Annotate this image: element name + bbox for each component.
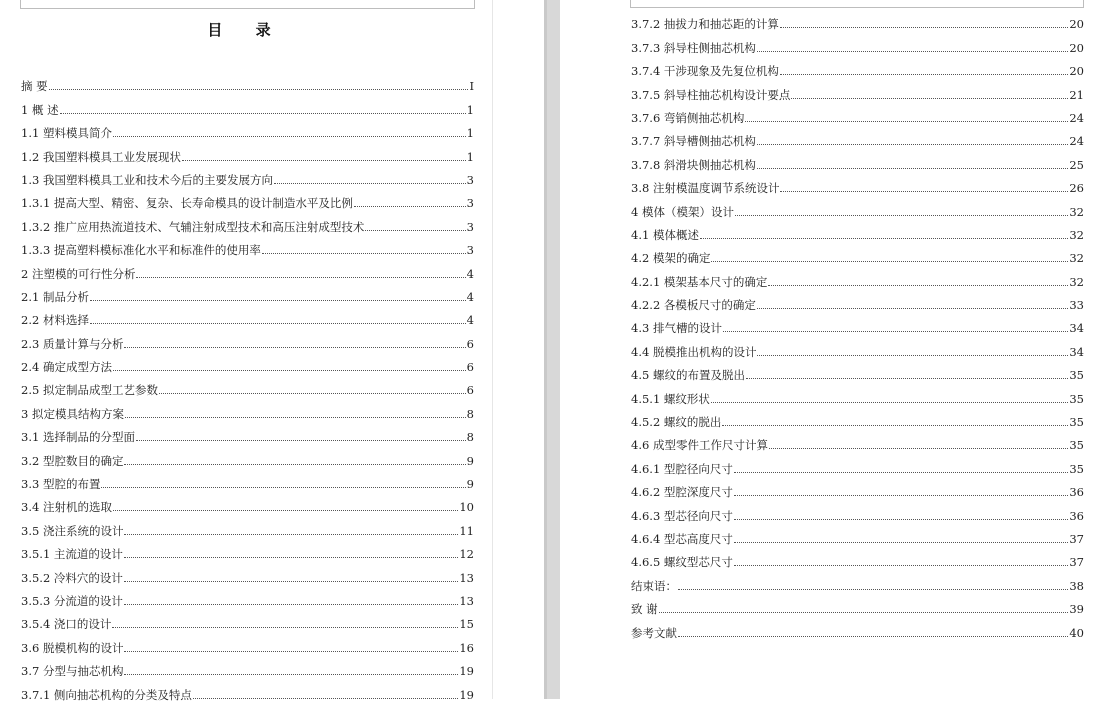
toc-page-number: 20 [1069,17,1084,32]
toc-entry[interactable] [21,234,474,257]
toc-page-number: 13 [459,570,474,585]
toc-page-number: 38 [1069,578,1084,593]
toc-entry-title: 1 概 述 [21,102,59,117]
toc-dot-leader [124,673,458,675]
toc-dot-leader [136,276,465,278]
toc-page-number: 12 [459,547,474,562]
toc-entry[interactable] [21,678,474,701]
toc-page-number: 6 [466,336,474,351]
toc-entry-title: 2.5 拟定制品成型工艺参数 [21,383,158,398]
toc-entry-title: 4.1 模体概述 [631,227,699,242]
toc-entry-title: 4.4 脱模推出机构的设计 [631,344,757,359]
toc-page-number: 10 [459,500,474,515]
toc-dot-leader [734,564,1068,566]
toc-entry[interactable] [21,93,474,116]
toc-dot-leader [780,73,1068,75]
toc-entry-title: 2.1 制品分析 [21,289,89,304]
toc-page-number: 1 [466,126,474,141]
toc-entry-title: 3.3 型腔的布置 [21,477,101,492]
page-header-frame [20,0,475,9]
toc-dot-leader [90,322,466,324]
toc-entry-title: 1.1 塑料模具简介 [21,126,112,141]
toc-page-number: 20 [1069,64,1084,79]
toc-entry[interactable] [631,289,1084,312]
toc-entry-title: 4.3 排气槽的设计 [631,321,722,336]
toc-entry[interactable] [21,70,474,93]
toc-page-number: 15 [459,617,474,632]
toc-entry[interactable] [631,148,1084,171]
toc-entry-title: 3.4 注射机的选取 [21,500,112,515]
toc-dot-leader [113,135,466,137]
page-header-frame [630,0,1084,8]
toc-entry-title: 4.6.3 型芯径向尺寸 [631,508,733,523]
toc-page-number: 35 [1069,415,1084,430]
toc-entry-title: 3.5.2 冷料穴的设计 [21,570,123,585]
toc-dot-leader [700,237,1068,239]
toc-entry-title: 1.2 我国塑料模具工业发展现状 [21,149,181,164]
toc-entry[interactable] [631,382,1084,405]
toc-page-number: 24 [1069,134,1084,149]
toc-dot-leader [768,284,1068,286]
toc-entry[interactable] [21,374,474,397]
toc-dot-leader [711,260,1068,262]
toc-entry[interactable] [21,421,474,444]
toc-page-number: 36 [1069,485,1084,500]
toc-dot-leader [182,159,466,161]
toc-entry-title: 3.6 脱模机构的设计 [21,640,124,655]
toc-page-number: 1 [466,102,474,117]
toc-page-number: 32 [1069,204,1084,219]
toc-entry[interactable] [631,359,1084,382]
toc-dot-leader [735,214,1068,216]
toc-page-number: I [469,79,474,94]
toc-entry[interactable] [631,8,1084,31]
toc-page-number: 34 [1069,321,1084,336]
toc-entry[interactable] [21,561,474,584]
toc-entry-title: 3.1 选择制品的分型面 [21,430,135,445]
toc-dot-leader [769,447,1068,449]
toc-page-number: 35 [1069,368,1084,383]
toc-entry[interactable] [631,31,1084,54]
toc-dot-leader [113,369,466,371]
page-edge-divider [492,0,493,699]
toc-page-number: 3 [466,243,474,258]
toc-page-number: 20 [1069,40,1084,55]
toc-dot-leader [112,626,458,628]
toc-entry[interactable] [21,655,474,678]
toc-entry-title: 2.4 确定成型方法 [21,360,112,375]
toc-entry[interactable] [21,585,474,608]
toc-dot-leader [791,97,1068,99]
toc-entry-title: 参考文献 [631,625,677,640]
toc-dot-leader [262,252,466,254]
toc-entry-title: 2 注塑模的可行性分析 [21,266,136,281]
toc-page-number: 24 [1069,110,1084,125]
toc-entry[interactable] [21,327,474,350]
toc-dot-leader [124,463,465,465]
toc-entry-title: 3.7.5 斜导柱抽芯机构设计要点 [631,87,791,102]
toc-dot-leader [745,120,1068,122]
toc-entry-title: 1.3 我国塑料模具工业和技术今后的主要发展方向 [21,172,273,187]
toc-entry[interactable] [631,335,1084,358]
toc-entry-title: 4 模体（模架）设计 [631,204,734,219]
toc-page-number: 11 [459,523,474,538]
toc-dot-leader [757,307,1068,309]
toc-page-number: 36 [1069,508,1084,523]
toc-dot-leader [722,424,1068,426]
toc-dot-leader [757,167,1068,169]
toc-dot-leader [757,50,1068,52]
toc-page-number: 1 [466,149,474,164]
toc-dot-leader [124,650,458,652]
toc-dot-leader [136,439,466,441]
toc-entry[interactable] [21,444,474,467]
toc-page-number: 9 [466,477,474,492]
toc-entry[interactable] [631,406,1084,429]
toc-entry-title: 4.2.1 模架基本尺寸的确定 [631,274,768,289]
toc-entry[interactable] [631,546,1084,569]
toc-entry[interactable] [631,523,1084,546]
toc-page-number: 32 [1069,251,1084,266]
toc-entry[interactable] [631,499,1084,522]
vertical-split-bar-shade[interactable] [547,0,560,699]
toc-entry-title: 3.7.6 弯销侧抽芯机构 [631,110,745,125]
toc-entry-title: 3.5.1 主流道的设计 [21,547,123,562]
toc-page-number: 4 [466,313,474,328]
toc-dot-leader [746,377,1068,379]
toc-page-number: 19 [459,687,474,702]
toc-entry[interactable] [21,397,474,420]
toc-page-number: 4 [466,266,474,281]
toc-dot-leader [113,509,458,511]
toc-entry-title: 4.6.2 型腔深度尺寸 [631,485,733,500]
toc-dot-leader [734,541,1068,543]
toc-dot-leader [193,697,458,699]
toc-entry[interactable] [21,164,474,187]
toc-entry[interactable] [631,195,1084,218]
toc-entry[interactable] [21,538,474,561]
toc-entry-title: 1.3.3 提高塑料模标准化水平和标准件的使用率 [21,243,261,258]
toc-dot-leader [711,401,1068,403]
toc-page-number: 13 [459,593,474,608]
toc-entry[interactable] [631,616,1084,639]
toc-dot-leader [90,299,466,301]
toc-dot-leader [124,346,465,348]
toc-entry[interactable] [631,476,1084,499]
toc-dot-leader [659,611,1069,613]
toc-page-number: 37 [1069,531,1084,546]
toc-page-number: 3 [466,172,474,187]
toc-page-number: 33 [1069,298,1084,313]
toc-entry-title: 4.6.5 螺纹型芯尺寸 [631,555,733,570]
toc-dot-leader [125,416,466,418]
toc-dot-leader [780,190,1068,192]
toc-page-number: 8 [466,430,474,445]
toc-page-number: 4 [466,289,474,304]
toc-dot-leader [124,556,458,558]
toc-entry[interactable] [631,102,1084,125]
toc-page-number: 34 [1069,344,1084,359]
toc-entry[interactable] [631,593,1084,616]
toc-entry-title: 3.7 分型与抽芯机构 [21,664,124,679]
toc-entry[interactable] [21,351,474,374]
toc-page-number: 26 [1069,181,1084,196]
toc-page-number: 6 [466,383,474,398]
toc-page-number: 35 [1069,438,1084,453]
toc-page-number: 21 [1069,87,1084,102]
toc-entry[interactable] [631,125,1084,148]
toc-page-number: 32 [1069,227,1084,242]
toc-entry[interactable] [631,172,1084,195]
toc-entry-title: 3.2 型腔数目的确定 [21,453,124,468]
toc-entry[interactable] [631,452,1084,475]
toc-dot-leader [757,143,1068,145]
toc-page-number: 3 [466,219,474,234]
toc-dot-leader [757,354,1068,356]
toc-entry[interactable] [631,312,1084,335]
toc-entry-title: 摘 要 [21,79,48,94]
toc-entry[interactable] [21,468,474,491]
toc-entry-title: 4.5.2 螺纹的脱出 [631,415,722,430]
toc-entry[interactable] [21,187,474,210]
toc-entry[interactable] [21,491,474,514]
toc-dot-leader [159,392,466,394]
toc-entry[interactable] [21,631,474,654]
toc-entry[interactable] [631,55,1084,78]
toc-entry[interactable] [21,304,474,327]
toc-dot-leader [365,229,465,231]
toc-dot-leader [780,26,1068,28]
toc-entry-title: 3.7.4 干涉现象及先复位机构 [631,64,779,79]
toc-page-number: 25 [1069,157,1084,172]
toc-page-number: 16 [459,640,474,655]
toc-entry-title: 3.7.1 侧向抽芯机构的分类及特点 [21,687,192,702]
toc-title: 目 录 [207,21,285,39]
toc-dot-leader [101,486,465,488]
toc-entry-title: 4.2 模架的确定 [631,251,711,266]
toc-dot-leader [124,533,458,535]
toc-entry[interactable] [631,265,1084,288]
toc-page-number: 40 [1069,625,1084,640]
toc-page-number: 6 [466,360,474,375]
toc-entry-title: 4.6 成型零件工作尺寸计算 [631,438,768,453]
toc-entry[interactable] [21,210,474,233]
toc-page-number: 35 [1069,461,1084,476]
toc-entry-title: 1.3.2 推广应用热流道技术、气辅注射成型技术和高压注射成型技术 [21,219,365,234]
toc-entry-title: 4.6.1 型腔径向尺寸 [631,461,733,476]
toc-dot-leader [734,471,1068,473]
toc-entry[interactable] [631,219,1084,242]
toc-entry-title: 2.3 质量计算与分析 [21,336,124,351]
toc-page-number: 37 [1069,555,1084,570]
toc-entry-title: 3.7.7 斜导槽侧抽芯机构 [631,134,756,149]
toc-entry-title: 4.5 螺纹的布置及脱出 [631,368,745,383]
toc-dot-leader [723,330,1068,332]
toc-entry-title: 3 拟定模具结构方案 [21,406,124,421]
toc-entry-title: 3.7.2 抽拔力和抽芯距的计算 [631,17,779,32]
toc-entry-title: 结束语： [631,578,677,593]
toc-entry[interactable] [21,608,474,631]
toc-dot-leader [49,88,469,90]
toc-entry-title: 3.5.3 分流道的设计 [21,593,123,608]
toc-dot-leader [124,580,458,582]
toc-entry[interactable] [21,117,474,140]
toc-page-number: 8 [466,406,474,421]
toc-entry[interactable] [21,514,474,537]
toc-entry-title: 4.5.1 螺纹形状 [631,391,710,406]
toc-dot-leader [124,603,458,605]
toc-page-number: 39 [1069,602,1084,617]
toc-entry[interactable] [21,281,474,304]
toc-page-number: 19 [459,664,474,679]
toc-entry-title: 3.5.4 浇口的设计 [21,617,112,632]
toc-page-number: 3 [466,196,474,211]
toc-dot-leader [734,518,1068,520]
toc-entry-title: 3.7.3 斜导柱侧抽芯机构 [631,40,756,55]
toc-entry-title: 4.2.2 各模板尺寸的确定 [631,298,756,313]
toc-entry[interactable] [21,140,474,163]
toc-page-number: 32 [1069,274,1084,289]
toc-entry[interactable] [631,429,1084,452]
toc-list-left [21,70,474,702]
toc-entry-title: 致 谢 [631,602,658,617]
toc-dot-leader [354,205,466,207]
toc-entry-title: 3.5 浇注系统的设计 [21,523,124,538]
toc-entry-title: 3.8 注射模温度调节系统设计 [631,181,780,196]
toc-list-right [631,8,1084,640]
toc-dot-leader [678,588,1068,590]
toc-entry[interactable] [21,257,474,280]
toc-dot-leader [60,112,466,114]
toc-entry-title: 1.3.1 提高大型、精密、复杂、长寿命模具的设计制造水平及比例 [21,196,353,211]
toc-entry-title: 4.6.4 型芯高度尺寸 [631,531,733,546]
toc-entry-title: 2.2 材料选择 [21,313,89,328]
toc-entry[interactable] [631,78,1084,101]
toc-dot-leader [274,182,466,184]
toc-entry-title: 3.7.8 斜滑块侧抽芯机构 [631,157,756,172]
toc-page-number: 9 [466,453,474,468]
toc-page-number: 35 [1069,391,1084,406]
toc-entry[interactable] [631,569,1084,592]
toc-entry[interactable] [631,242,1084,265]
toc-dot-leader [678,635,1068,637]
toc-dot-leader [734,494,1068,496]
